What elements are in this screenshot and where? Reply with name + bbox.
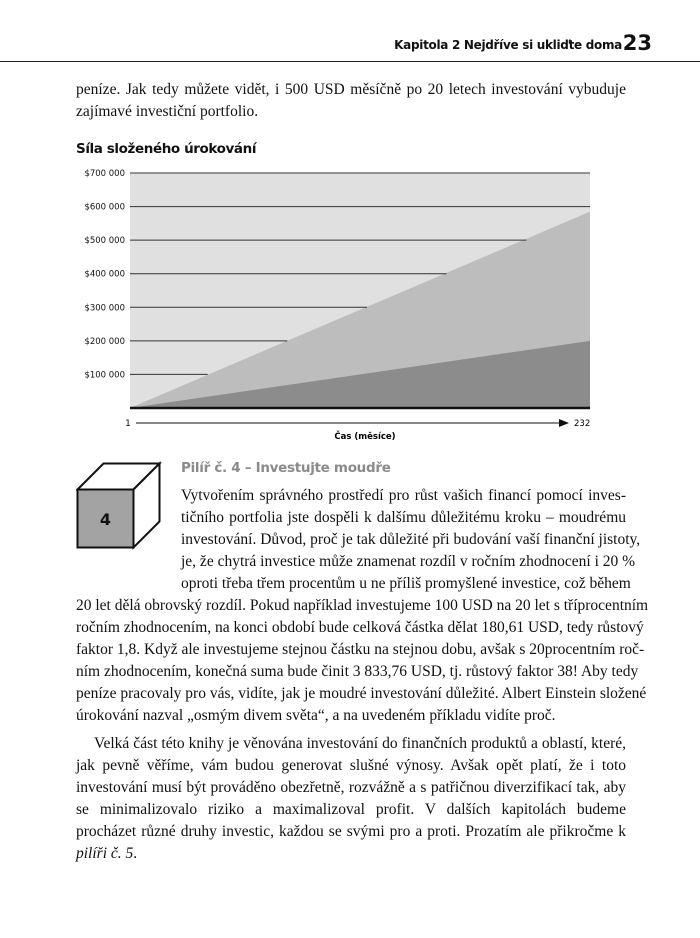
pillar-text-line: investování. Důvod, proč je tak důležité při budování vaší finanční jistoty, — [181, 531, 641, 548]
pillar-title: Pilíř č. 4 – Investujte moudře — [181, 460, 391, 476]
y-tick-label: $100 000 — [84, 370, 125, 381]
closing-paragraph — [76, 733, 626, 865]
y-tick-label: $200 000 — [84, 336, 125, 347]
pillar-text-line: ročním zhodnocením, na konci období bude celková částka dělat 180,61 USD, tedy růstový — [76, 619, 644, 636]
y-tick-label: $400 000 — [84, 269, 125, 280]
x-axis-label: Čas (měsíce) — [334, 432, 396, 442]
pillar-text-line: peníze pracovaly pro vás, vidíte, jak je moudré investování důležité. Albert Einstein složené — [76, 685, 647, 702]
pillar-text-line: úrokování nazval „osmým divem světa“, a na uvedeném příkladu vidíte proč. — [76, 707, 556, 724]
intro-paragraph: peníze. Jak tedy můžete vidět, i 500 USD měsíčně po 20 letech investování vybuduje zajímavé investiční portfolio. — [76, 81, 626, 120]
running-header — [0, 0, 700, 62]
pillar-text-line: faktor 1,8. Když ale investujeme stejnou částku na stejnou dobu, avšak s 20procentním roč- — [76, 641, 645, 658]
x-tick-label-end: 232 — [574, 419, 591, 429]
y-tick-label: $300 000 — [84, 303, 125, 314]
page-number: 23 — [622, 31, 652, 55]
header-rule — [0, 61, 700, 62]
pillar-5-reference: pilíři č. 5 — [76, 845, 134, 862]
pillar-text-line: ním zhodnocením, konečná suma bude činit 3 833,76 USD, tj. růstový faktor 38! Aby tedy — [76, 663, 639, 680]
compound-interest-chart — [0, 160, 700, 450]
chapter-title: Kapitola 2 Nejdříve si ukliďte doma — [394, 38, 622, 52]
y-tick-label: $500 000 — [84, 236, 125, 247]
y-tick-label: $600 000 — [84, 202, 125, 213]
pillar-text-line: oproti třeba třem procentům u ne příliš promyšlené investice, což během — [181, 575, 631, 592]
pillar-text-line: je, že chytrá investice může znamenat rozdíl v ročním zhodnocení i 20 % — [181, 553, 636, 570]
closing-paragraph-end: . — [133, 845, 138, 862]
x-tick-label-start: 1 — [125, 419, 131, 429]
pillar-text-line: tičního portfolia jste dospěli k dalšímu důležitému kroku – moudrému — [181, 509, 626, 526]
closing-paragraph-text: Velká část této knihy je věnována investování do finančních produktů a oblastí, které, jak pevně věříme, vám budou generovat slušné výnosy. Avšak opět platí, že i toto investování musí být prováděno obezřetně, rozvážně a s patřičnou diverzifikací tak, aby se minimalizovalo riziko a maximalizoval profit. V dalších kapitolách budeme procházet různé druhy investic, každou se svými pro a proti. Prozatím ale přikročme k — [76, 735, 626, 840]
pillar-text-line: 20 let dělá obrovský rozdíl. Pokud například investujeme 100 USD na 20 let s tříprocentním — [76, 597, 649, 614]
pillar-cube-icon — [76, 461, 166, 551]
y-tick-label: $700 000 — [84, 169, 125, 179]
pillar-text-line: Vytvořením správného prostředí pro růst vašich financí pomocí inves- — [181, 487, 626, 504]
chart-title: Síla složeného úrokování — [76, 141, 257, 157]
cube-label: 4 — [99, 510, 112, 529]
